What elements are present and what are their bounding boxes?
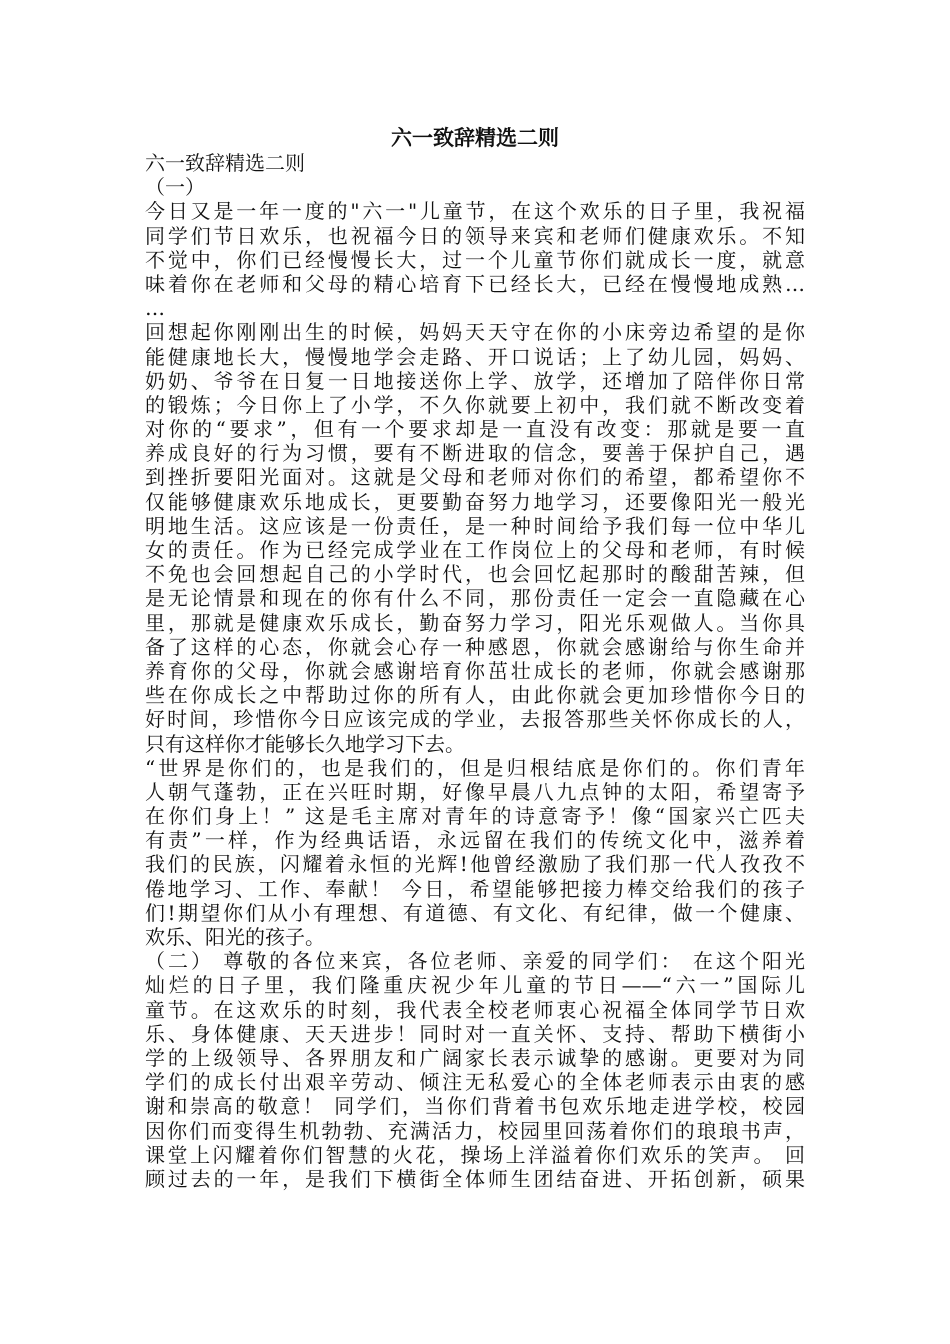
text-line: 好时间，珍惜你今日应该完成的学业，去报答那些关怀你成长的人， xyxy=(145,707,805,732)
text-line: … xyxy=(145,296,165,321)
text-line: 倦地学习、工作、奉献！ 今日，希望能够把接力棒交给我们的孩子 xyxy=(145,876,805,901)
text-line: 谢和崇高的敬意！ 同学们，当你们背着书包欢乐地走进学校，校园 xyxy=(145,1094,805,1119)
text-line: 女的责任。作为已经完成学业在工作岗位上的父母和老师，有时候 xyxy=(145,538,805,562)
text-line: 人朝气蓬勃，正在兴旺时期，好像早晨八九点钟的太阳，希望寄予 xyxy=(145,779,805,804)
document-title: 六一致辞精选二则 xyxy=(391,125,559,150)
text-line: （二） 尊敬的各位来宾，各位老师、亲爱的同学们： 在这个阳光 xyxy=(145,949,805,974)
text-line: 六一致辞精选二则 xyxy=(145,151,305,175)
text-line: 能健康地长大，慢慢地学会走路、开口说话；上了幼儿园，妈妈、 xyxy=(145,344,805,369)
text-line: 些在你成长之中帮助过你的所有人，由此你就会更加珍惜你今日的 xyxy=(145,683,805,708)
text-line: 在你们身上！” 这是毛主席对青年的诗意寄予！像“国家兴亡匹夫 xyxy=(145,804,805,829)
text-line: 不免也会回想起自己的小学时代，也会回忆起那时的酸甜苦辣，但 xyxy=(145,562,805,587)
text-line: 同学们节日欢乐，也祝福今日的领导来宾和老师们健康欢乐。不知 xyxy=(145,223,805,248)
text-line: 是无论情景和现在的你有什么不同，那份责任一定会一直隐藏在心 xyxy=(145,586,805,611)
text-line: 课堂上闪耀着你们智慧的火花，操场上洋溢着你们欢乐的笑声。 回 xyxy=(145,1142,805,1167)
text-line: 只有这样你才能够长久地学习下去。 xyxy=(145,731,465,756)
text-line: 今日又是一年一度的"六一"儿童节，在这个欢乐的日子里，我祝福 xyxy=(145,199,805,224)
text-line: 乐、身体健康、天天进步！同时对一直关怀、支持、帮助下横街小 xyxy=(145,1021,805,1046)
text-line: 里，那就是健康欢乐成长，勤奋努力学习，阳光乐观做人。当你具 xyxy=(145,610,805,635)
text-line: 们!期望你们从小有理想、有道德、有文化、有纪律，做一个健康、 xyxy=(145,900,805,925)
text-line: 我们的民族，闪耀着永恒的光辉!他曾经激励了我们那一代人孜孜不 xyxy=(145,852,805,877)
text-line: 味着你在老师和父母的精心培育下已经长大，已经在慢慢地成熟… xyxy=(145,271,805,296)
text-line: 灿烂的日子里，我们隆重庆祝少年儿童的节日——“六一”国际儿 xyxy=(145,973,805,998)
text-line: 对你的“要求”，但有一个要求却是一直没有改变：那就是要一直 xyxy=(145,417,805,442)
text-line: 养育你的父母，你就会感谢培育你茁壮成长的老师，你就会感谢那 xyxy=(145,658,805,683)
text-line: 有责”一样，作为经典话语，永远留在我们的传统文化中，滋养着 xyxy=(145,828,805,853)
text-line: “世界是你们的，也是我们的，但是归根结底是你们的。你们青年 xyxy=(145,755,805,780)
text-line: 因你们而变得生机勃勃、充满活力，校园里回荡着你们的琅琅书声， xyxy=(145,1118,805,1143)
text-line: （一） xyxy=(145,175,205,200)
document-body xyxy=(145,151,805,1191)
text-line: 不觉中，你们已经慢慢长大，过一个儿童节你们就成长一度，就意 xyxy=(145,247,805,272)
text-line: 养成良好的行为习惯，要有不断进取的信念，要善于保护自己，遇 xyxy=(145,441,805,466)
text-line: 备了这样的心态，你就会心存一种感恩，你就会感谢给与你生命并 xyxy=(145,634,805,659)
text-line: 仅能够健康欢乐地成长，更要勤奋努力地学习，还要像阳光一般光 xyxy=(145,489,805,514)
text-line: 奶奶、爷爷在日复一日地接送你上学、放学，还增加了陪伴你日常 xyxy=(145,368,805,393)
text-line: 明地生活。这应该是一份责任，是一种时间给予我们每一位中华儿 xyxy=(145,513,805,538)
text-line: 欢乐、阳光的孩子。 xyxy=(145,925,325,949)
text-line: 学的上级领导、各界朋友和广阔家长表示诚挚的感谢。更要对为同 xyxy=(145,1045,805,1070)
text-line: 的锻炼；今日你上了小学，不久你就要上初中，我们就不断改变着 xyxy=(145,392,805,417)
text-line: 顾过去的一年，是我们下横街全体师生团结奋进、开拓创新，硕果 xyxy=(145,1166,805,1191)
text-line: 童节。在这欢乐的时刻，我代表全校老师衷心祝福全体同学节日欢 xyxy=(145,997,805,1022)
text-line: 学们的成长付出艰辛劳动、倾注无私爱心的全体老师表示由衷的感 xyxy=(145,1070,805,1095)
text-line: 到挫折要阳光面对。这就是父母和老师对你们的希望，都希望你不 xyxy=(145,465,805,490)
text-line: 回想起你刚刚出生的时候，妈妈天天守在你的小床旁边希望的是你 xyxy=(145,320,805,345)
